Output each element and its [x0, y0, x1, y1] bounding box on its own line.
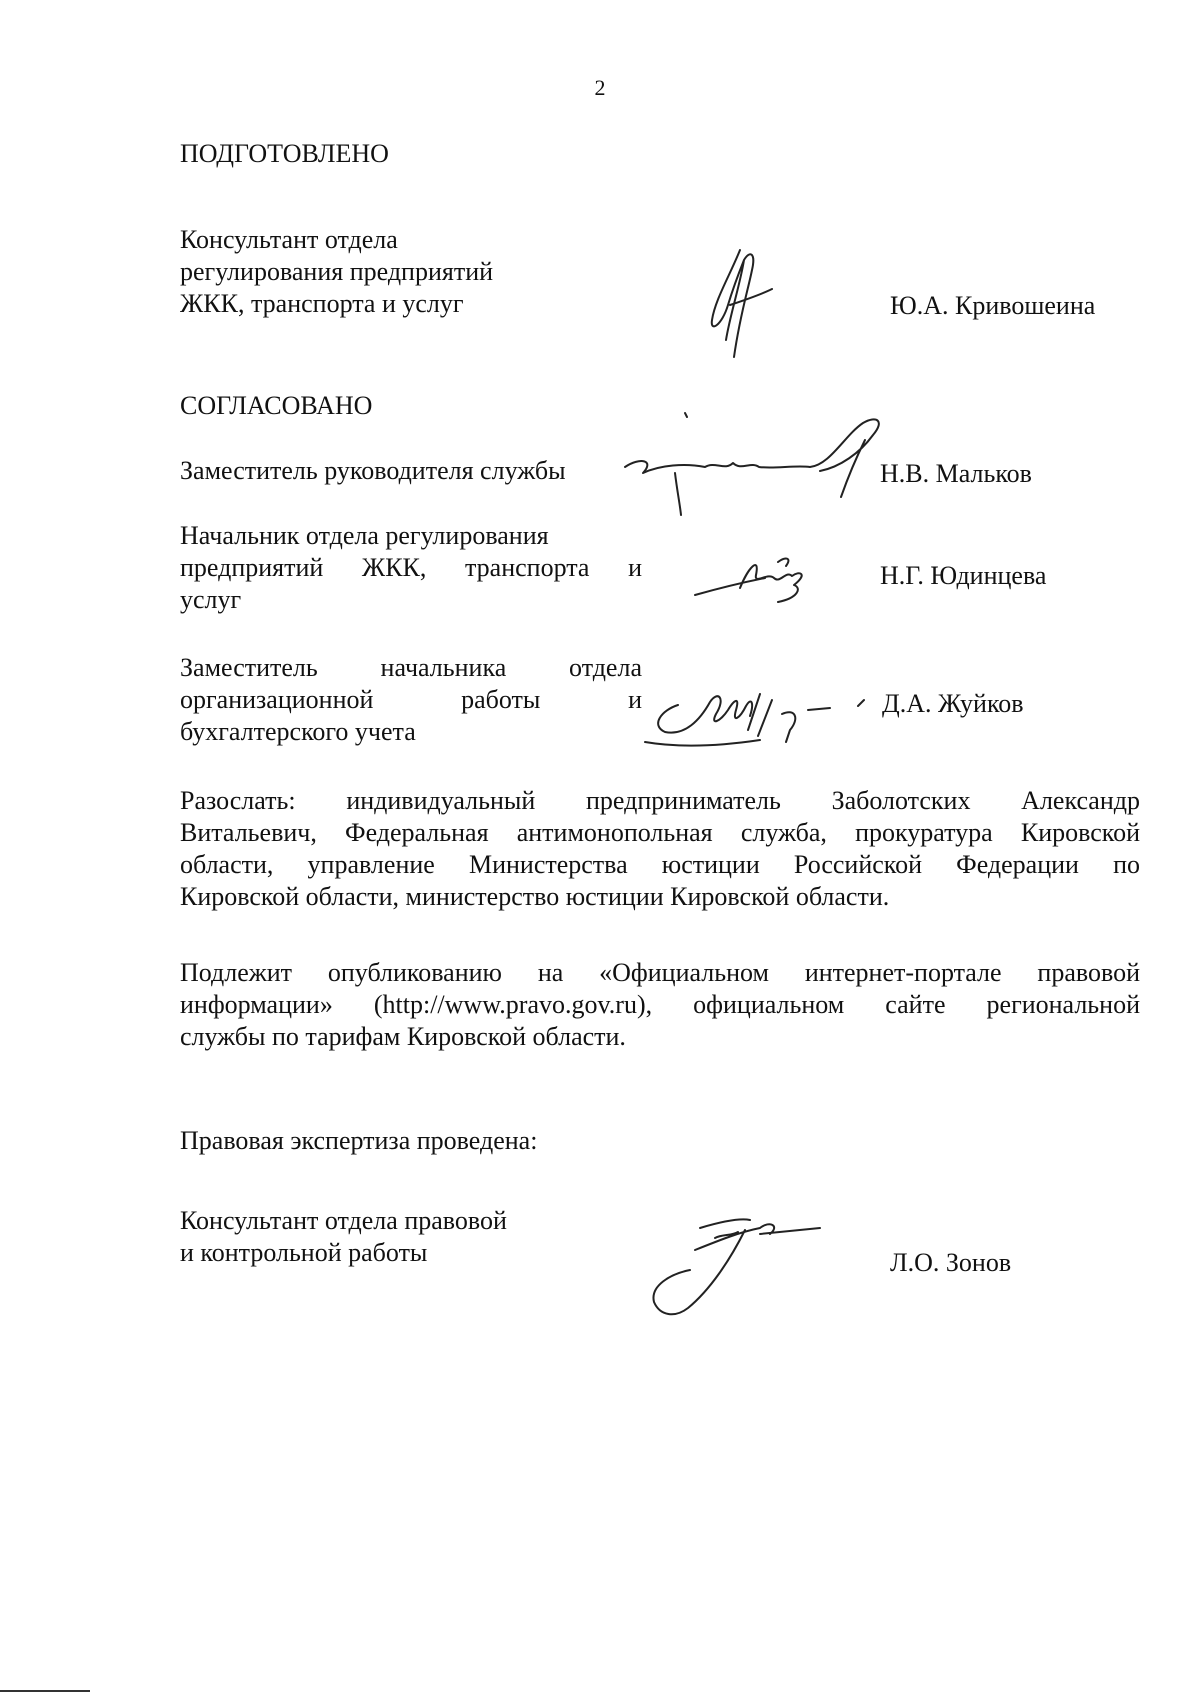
legal-review-signer: Л.О. Зонов: [890, 1248, 1012, 1277]
distribution-line: области, управление Министерства юстиции Российской Федерации по: [180, 850, 1140, 879]
prepared-position: [180, 224, 650, 320]
agreed-position-line: Начальник отдела регулирования: [180, 521, 549, 550]
agreed-position-line: Заместитель руководителя службы: [180, 456, 566, 485]
agreed-position-line: услуг: [180, 585, 242, 614]
signature-zonov: [640, 1190, 830, 1338]
legal-review-position-line: Консультант отдела правовой: [180, 1206, 507, 1235]
agreed-position-line: предприятий ЖКК, транспорта и: [180, 553, 642, 582]
signature-krivosheina: [700, 245, 780, 373]
agreed-position-line: бухгалтерского учета: [180, 717, 416, 746]
signature-zhuikov: [640, 670, 880, 768]
prepared-position-line: Консультант отдела: [180, 225, 398, 254]
agreed-entry-3-position: [180, 652, 642, 748]
prepared-position-line: ЖКК, транспорта и услуг: [180, 289, 464, 318]
signature-yudintseva: [690, 540, 820, 623]
distribution-line: Кировской области, министерство юстиции Кировской области.: [180, 882, 890, 911]
page-number: 2: [594, 75, 606, 100]
distribution-line: Витальевич, Федеральная антимонопольная служба, прокуратура Кировской: [180, 818, 1140, 847]
agreed-entry-1-signer: Н.В. Мальков: [880, 459, 1032, 488]
agreed-position-line: Заместитель начальника отдела: [180, 653, 642, 682]
agreed-entry-2-position: [180, 520, 642, 616]
publication-line: Подлежит опубликованию на «Официальном интернет-портале правовой: [180, 958, 1140, 987]
agreed-heading: СОГЛАСОВАНО: [180, 391, 373, 420]
publication-line: службы по тарифам Кировской области.: [180, 1022, 626, 1051]
signature-malkov: [615, 405, 905, 533]
agreed-entry-3-signer: Д.А. Жуйков: [882, 689, 1024, 718]
publication-paragraph: [180, 957, 1140, 1053]
prepared-position-line: регулирования предприятий: [180, 257, 494, 286]
footer-rule: [0, 1690, 90, 1692]
distribution-line: Разослать: индивидуальный предприниматель Заболотских Александр: [180, 786, 1140, 815]
distribution-paragraph: [180, 785, 1140, 913]
agreed-entry-1-position: [180, 455, 610, 487]
publication-line: информации» (http://www.pravo.gov.ru), официальном сайте региональной: [180, 990, 1140, 1019]
legal-review-heading: Правовая экспертиза проведена:: [180, 1126, 538, 1155]
agreed-position-line: организационной работы и: [180, 685, 642, 714]
legal-review-position-line: и контрольной работы: [180, 1238, 428, 1267]
agreed-entry-2-signer: Н.Г. Юдинцева: [880, 561, 1047, 590]
prepared-heading: ПОДГОТОВЛЕНО: [180, 139, 389, 168]
prepared-signer: Ю.А. Кривошеина: [890, 291, 1096, 320]
legal-review-position: [180, 1205, 650, 1269]
